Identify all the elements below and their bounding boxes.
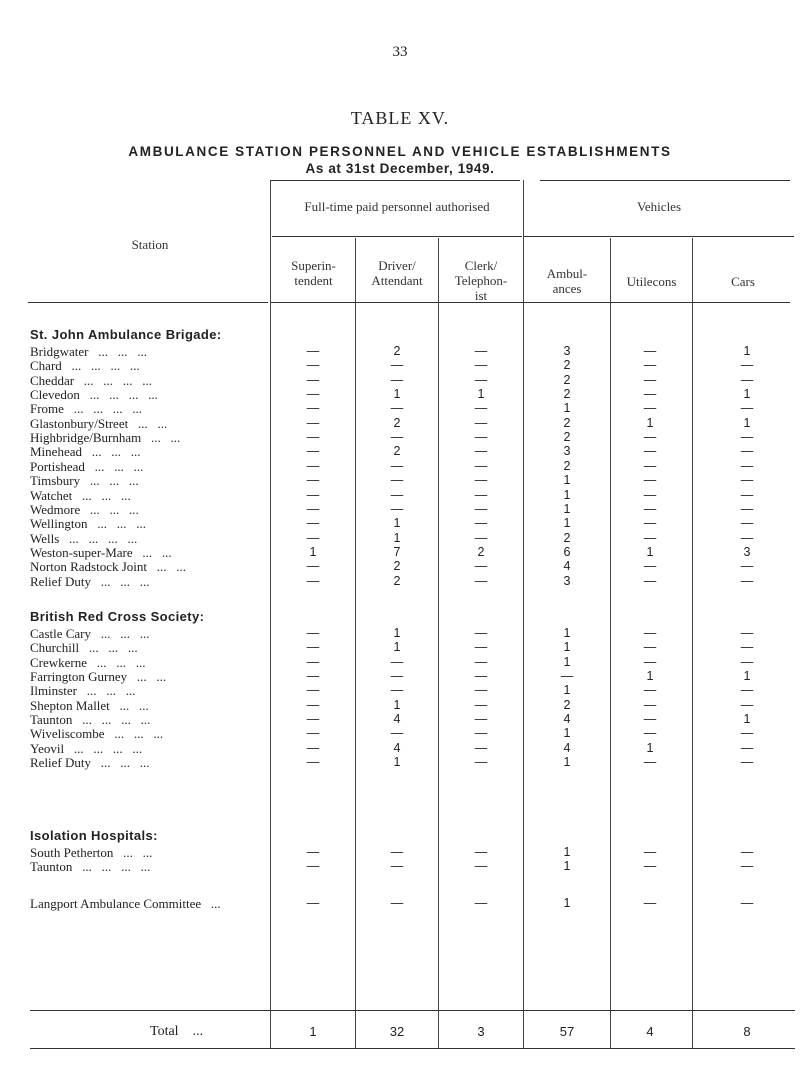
station-name: Minehead ... ... ... [30,444,141,460]
col-separator-4 [523,180,524,1048]
cell-driver: 2 [393,344,401,358]
subheader-rule-vehicles [524,236,794,237]
cell-ambulances: 2 [563,697,571,712]
section-title-st-john: St. John Ambulance Brigade: [30,327,222,342]
header-clerk-telephonist: Clerk/ Telephon- ist [454,258,508,303]
cell-clerk: — [474,501,488,516]
table-row [0,459,800,474]
cell-clerk: — [474,712,488,727]
cell-superintendent: — [306,372,320,387]
station-name: Weston-super-Mare ... ... [30,544,172,560]
table-row [0,444,800,459]
cell-cars: — [740,430,754,445]
station-name: Frome ... ... ... ... [30,401,142,417]
cell-driver: — [390,669,404,684]
cell-clerk: 2 [477,544,485,559]
cell-utilecons: — [643,358,657,373]
cell-superintendent: — [306,530,320,545]
section-title-isolation: Isolation Hospitals: [30,828,158,843]
cell-clerk: — [474,444,488,459]
cell-cars: — [740,401,754,416]
cell-ambulances: 1 [563,626,571,640]
cell-utilecons: — [643,573,657,588]
cell-utilecons: — [643,559,657,574]
table-row [0,387,800,402]
cell-driver: 1 [393,755,401,770]
cell-cars: — [740,372,754,387]
cell-superintendent: — [306,415,320,430]
cell-cars: — [740,516,754,531]
table-row [0,655,800,670]
cell-driver: — [390,726,404,741]
cell-clerk: — [474,640,488,655]
cell-ambulances: 1 [563,726,571,741]
station-name: Farrington Gurney ... ... [30,669,167,685]
cell-cars: — [740,654,754,669]
station-name: Chard ... ... ... ... [30,358,140,374]
cell-clerk: — [474,896,488,910]
cell-utilecons: 1 [646,669,654,684]
cell-superintendent: — [306,896,320,910]
vehicles-top-rule [540,180,790,181]
cell-driver: — [390,896,404,910]
station-name: Cheddar ... ... ... ... [30,372,153,388]
cell-driver: 1 [393,697,401,712]
station-name: Wells ... ... ... ... [30,530,138,546]
table-row [0,401,800,416]
station-name: South Petherton ... ... [30,845,153,860]
station-name: Crewkerne ... ... ... [30,654,146,670]
table-bottom-rule [30,1048,795,1049]
cell-clerk: — [474,755,488,770]
total-driver: 32 [389,1024,405,1039]
station-name: Portishead ... ... ... [30,458,144,474]
cell-ambulances: 6 [563,544,571,559]
table-row [0,516,800,531]
total-label: Total ... [150,1024,204,1039]
cell-superintendent: — [306,344,320,358]
cell-driver: — [390,501,404,516]
station-name: Langport Ambulance Committee ... [30,896,221,911]
cell-ambulances: 2 [563,458,571,473]
cell-clerk: — [474,473,488,488]
cell-superintendent: — [306,697,320,712]
table-row [0,726,800,741]
cell-driver: 1 [393,626,401,640]
cell-ambulances: 2 [563,358,571,373]
cell-driver: 2 [393,444,401,459]
table-row [0,473,800,488]
station-name: Wiveliscombe ... ... ... [30,726,164,742]
header-bottom-rule-left [28,302,268,303]
cell-driver: — [390,430,404,445]
cell-driver: — [390,458,404,473]
cell-cars: — [740,501,754,516]
station-name: Relief Duty ... ... ... [30,755,150,771]
subtitle: As at 31st December, 1949. [305,161,495,176]
cell-superintendent: 1 [309,544,317,559]
table-row [0,488,800,503]
cell-clerk: — [474,358,488,373]
cell-superintendent: — [306,640,320,655]
cell-superintendent: — [306,458,320,473]
cell-driver: 7 [393,544,401,559]
cell-clerk: — [474,415,488,430]
cell-clerk: — [474,669,488,684]
table-row [0,683,800,698]
cell-clerk: — [474,344,488,358]
cell-ambulances: 2 [563,372,571,387]
cell-clerk: — [474,530,488,545]
cell-driver: — [390,358,404,373]
cell-cars: — [740,358,754,373]
header-vehicles-group: Vehicles [636,199,682,214]
cell-cars: 1 [743,669,751,684]
cell-utilecons: — [643,401,657,416]
cell-ambulances: 3 [563,344,571,358]
cell-superintendent: — [306,358,320,373]
total-utilecons: 4 [646,1024,654,1039]
header-utilecons: Utilecons [626,274,677,289]
cell-driver: 2 [393,573,401,588]
col-separator-1 [270,180,271,1048]
cell-clerk: — [474,654,488,669]
cell-clerk: — [474,559,488,574]
table-row [0,698,800,713]
table-row [0,416,800,431]
table-row [0,741,800,756]
cell-cars: — [740,859,754,874]
cell-driver: — [390,487,404,502]
table-row [0,559,800,574]
cell-superintendent: — [306,712,320,727]
table-row [0,545,800,560]
cell-superintendent: — [306,516,320,531]
cell-clerk: — [474,573,488,588]
table-row [0,755,800,770]
cell-driver: 1 [393,530,401,545]
cell-utilecons: 1 [646,740,654,755]
table-top-rule [270,180,520,181]
cell-utilecons: — [643,845,657,859]
total-cars: 8 [743,1024,751,1039]
cell-utilecons: — [643,859,657,874]
cell-driver: 1 [393,640,401,655]
cell-driver: — [390,845,404,859]
table-row [0,626,800,641]
table-row [0,896,800,911]
station-name: Castle Cary ... ... ... [30,626,150,641]
cell-ambulances: 1 [563,473,571,488]
station-name: Wellington ... ... ... [30,516,146,532]
total-row [0,1024,800,1040]
table-row [0,531,800,546]
cell-ambulances: 4 [563,712,571,727]
cell-superintendent: — [306,726,320,741]
cell-superintendent: — [306,487,320,502]
cell-utilecons: — [643,430,657,445]
cell-utilecons: 1 [646,415,654,430]
cell-ambulances: 1 [563,755,571,770]
station-name: Yeovil ... ... ... ... [30,740,143,756]
station-name: Bridgwater ... ... ... [30,344,147,359]
cell-ambulances: 1 [563,640,571,655]
cell-clerk: 1 [477,387,485,402]
cell-cars: — [740,845,754,859]
cell-ambulances: 2 [563,430,571,445]
cell-cars: — [740,740,754,755]
station-name: Watchet ... ... ... [30,487,131,503]
cell-superintendent: — [306,473,320,488]
cell-superintendent: — [306,430,320,445]
cell-superintendent: — [306,654,320,669]
cell-utilecons: — [643,896,657,910]
cell-driver: 2 [393,559,401,574]
cell-ambulances: 3 [563,573,571,588]
cell-driver: — [390,372,404,387]
cell-cars: — [740,473,754,488]
cell-utilecons: — [643,444,657,459]
cell-ambulances: 1 [563,654,571,669]
page-number: 33 [392,44,408,60]
cell-driver: — [390,859,404,874]
cell-driver: — [390,401,404,416]
cell-cars: — [740,626,754,640]
cell-superintendent: — [306,669,320,684]
header-station: Station [131,237,169,252]
cell-cars: 1 [743,344,751,358]
cell-clerk: — [474,845,488,859]
station-name: Glastonbury/Street ... ... [30,415,168,431]
cell-utilecons: — [643,458,657,473]
cell-clerk: — [474,372,488,387]
cell-utilecons: — [643,654,657,669]
cell-utilecons: — [643,626,657,640]
cell-driver: 4 [393,712,401,727]
cell-driver: 2 [393,415,401,430]
table-row [0,669,800,684]
cell-superintendent: — [306,859,320,874]
cell-clerk: — [474,516,488,531]
cell-utilecons: — [643,516,657,531]
station-name: Shepton Mallet ... ... [30,697,149,713]
station-name: Highbridge/Burnham ... ... [30,430,181,446]
total-ambulances: 57 [559,1024,575,1039]
cell-clerk: — [474,726,488,741]
cell-cars: 1 [743,415,751,430]
cell-clerk: — [474,859,488,874]
main-title: AMBULANCE STATION PERSONNEL AND VEHICLE ESTABLISHMENTS [128,144,672,159]
cell-driver: 4 [393,740,401,755]
cell-cars: 1 [743,387,751,402]
header-bottom-rule-right [270,302,790,303]
cell-ambulances: 1 [563,896,571,910]
cell-cars: 1 [743,712,751,727]
table-title: TABLE XV. [350,108,450,128]
total-clerk: 3 [477,1024,485,1039]
cell-utilecons: — [643,487,657,502]
table-row [0,574,800,589]
table-row [0,344,800,359]
header-superintendent: Superin- tendent [291,258,336,288]
cell-ambulances: — [560,669,574,684]
header-driver-attendant: Driver/ Attendant [371,258,423,288]
table-row [0,859,800,874]
station-name: Relief Duty ... ... ... [30,573,150,589]
header-cars: Cars [731,274,755,289]
station-name: Wedmore ... ... ... [30,501,139,517]
cell-cars: 3 [743,544,751,559]
cell-utilecons: — [643,530,657,545]
cell-utilecons: — [643,712,657,727]
table-row [0,845,800,860]
cell-cars: — [740,487,754,502]
header-ambulances: Ambul- ances [546,266,588,296]
table-row [0,430,800,445]
table-row [0,358,800,373]
station-name: Clevedon ... ... ... ... [30,387,158,403]
cell-clerk: — [474,697,488,712]
cell-superintendent: — [306,559,320,574]
cell-superintendent: — [306,444,320,459]
cell-cars: — [740,458,754,473]
cell-driver: 1 [393,387,401,402]
cell-utilecons: — [643,683,657,698]
table-row [0,373,800,388]
station-name: Churchill ... ... ... [30,640,138,656]
cell-cars: — [740,559,754,574]
cell-driver: 1 [393,516,401,531]
cell-utilecons: — [643,344,657,358]
cell-utilecons: — [643,501,657,516]
cell-utilecons: — [643,372,657,387]
cell-cars: — [740,530,754,545]
cell-ambulances: 1 [563,401,571,416]
cell-utilecons: — [643,697,657,712]
cell-clerk: — [474,740,488,755]
cell-cars: — [740,640,754,655]
cell-ambulances: 2 [563,387,571,402]
cell-ambulances: 1 [563,859,571,874]
station-name: Taunton ... ... ... ... [30,712,151,728]
cell-cars: — [740,697,754,712]
cell-utilecons: — [643,640,657,655]
cell-superintendent: — [306,755,320,770]
cell-driver: — [390,654,404,669]
cell-cars: — [740,573,754,588]
cell-superintendent: — [306,626,320,640]
cell-utilecons: — [643,755,657,770]
total-superintendent: 1 [309,1024,317,1039]
cell-clerk: — [474,683,488,698]
header-personnel-group: Full-time paid personnel authorised [304,199,490,214]
cell-utilecons: — [643,726,657,741]
cell-driver: — [390,473,404,488]
cell-ambulances: 1 [563,487,571,502]
total-top-rule [30,1010,795,1011]
cell-ambulances: 2 [563,530,571,545]
cell-superintendent: — [306,740,320,755]
cell-cars: — [740,896,754,910]
cell-clerk: — [474,487,488,502]
cell-ambulances: 1 [563,501,571,516]
cell-cars: — [740,683,754,698]
cell-utilecons: — [643,473,657,488]
cell-clerk: — [474,626,488,640]
station-name: Taunton ... ... ... ... [30,859,151,875]
cell-clerk: — [474,401,488,416]
cell-ambulances: 1 [563,845,571,859]
cell-ambulances: 1 [563,683,571,698]
cell-ambulances: 1 [563,516,571,531]
cell-clerk: — [474,458,488,473]
table-row [0,502,800,517]
cell-ambulances: 4 [563,740,571,755]
cell-cars: — [740,755,754,770]
cell-superintendent: — [306,683,320,698]
station-name: Timsbury ... ... ... [30,473,139,489]
station-name: Norton Radstock Joint ... ... [30,559,186,575]
cell-clerk: — [474,430,488,445]
cell-superintendent: — [306,573,320,588]
cell-superintendent: — [306,387,320,402]
station-name: Ilminster ... ... ... [30,683,136,699]
section-title-red-cross: British Red Cross Society: [30,609,205,624]
table-row [0,640,800,655]
cell-ambulances: 3 [563,444,571,459]
cell-ambulances: 2 [563,415,571,430]
cell-cars: — [740,444,754,459]
cell-utilecons: — [643,387,657,402]
cell-superintendent: — [306,501,320,516]
cell-utilecons: 1 [646,544,654,559]
cell-cars: — [740,726,754,741]
cell-driver: — [390,683,404,698]
subheader-rule-personnel [272,236,522,237]
cell-ambulances: 4 [563,559,571,574]
cell-superintendent: — [306,845,320,859]
table-row [0,712,800,727]
cell-superintendent: — [306,401,320,416]
